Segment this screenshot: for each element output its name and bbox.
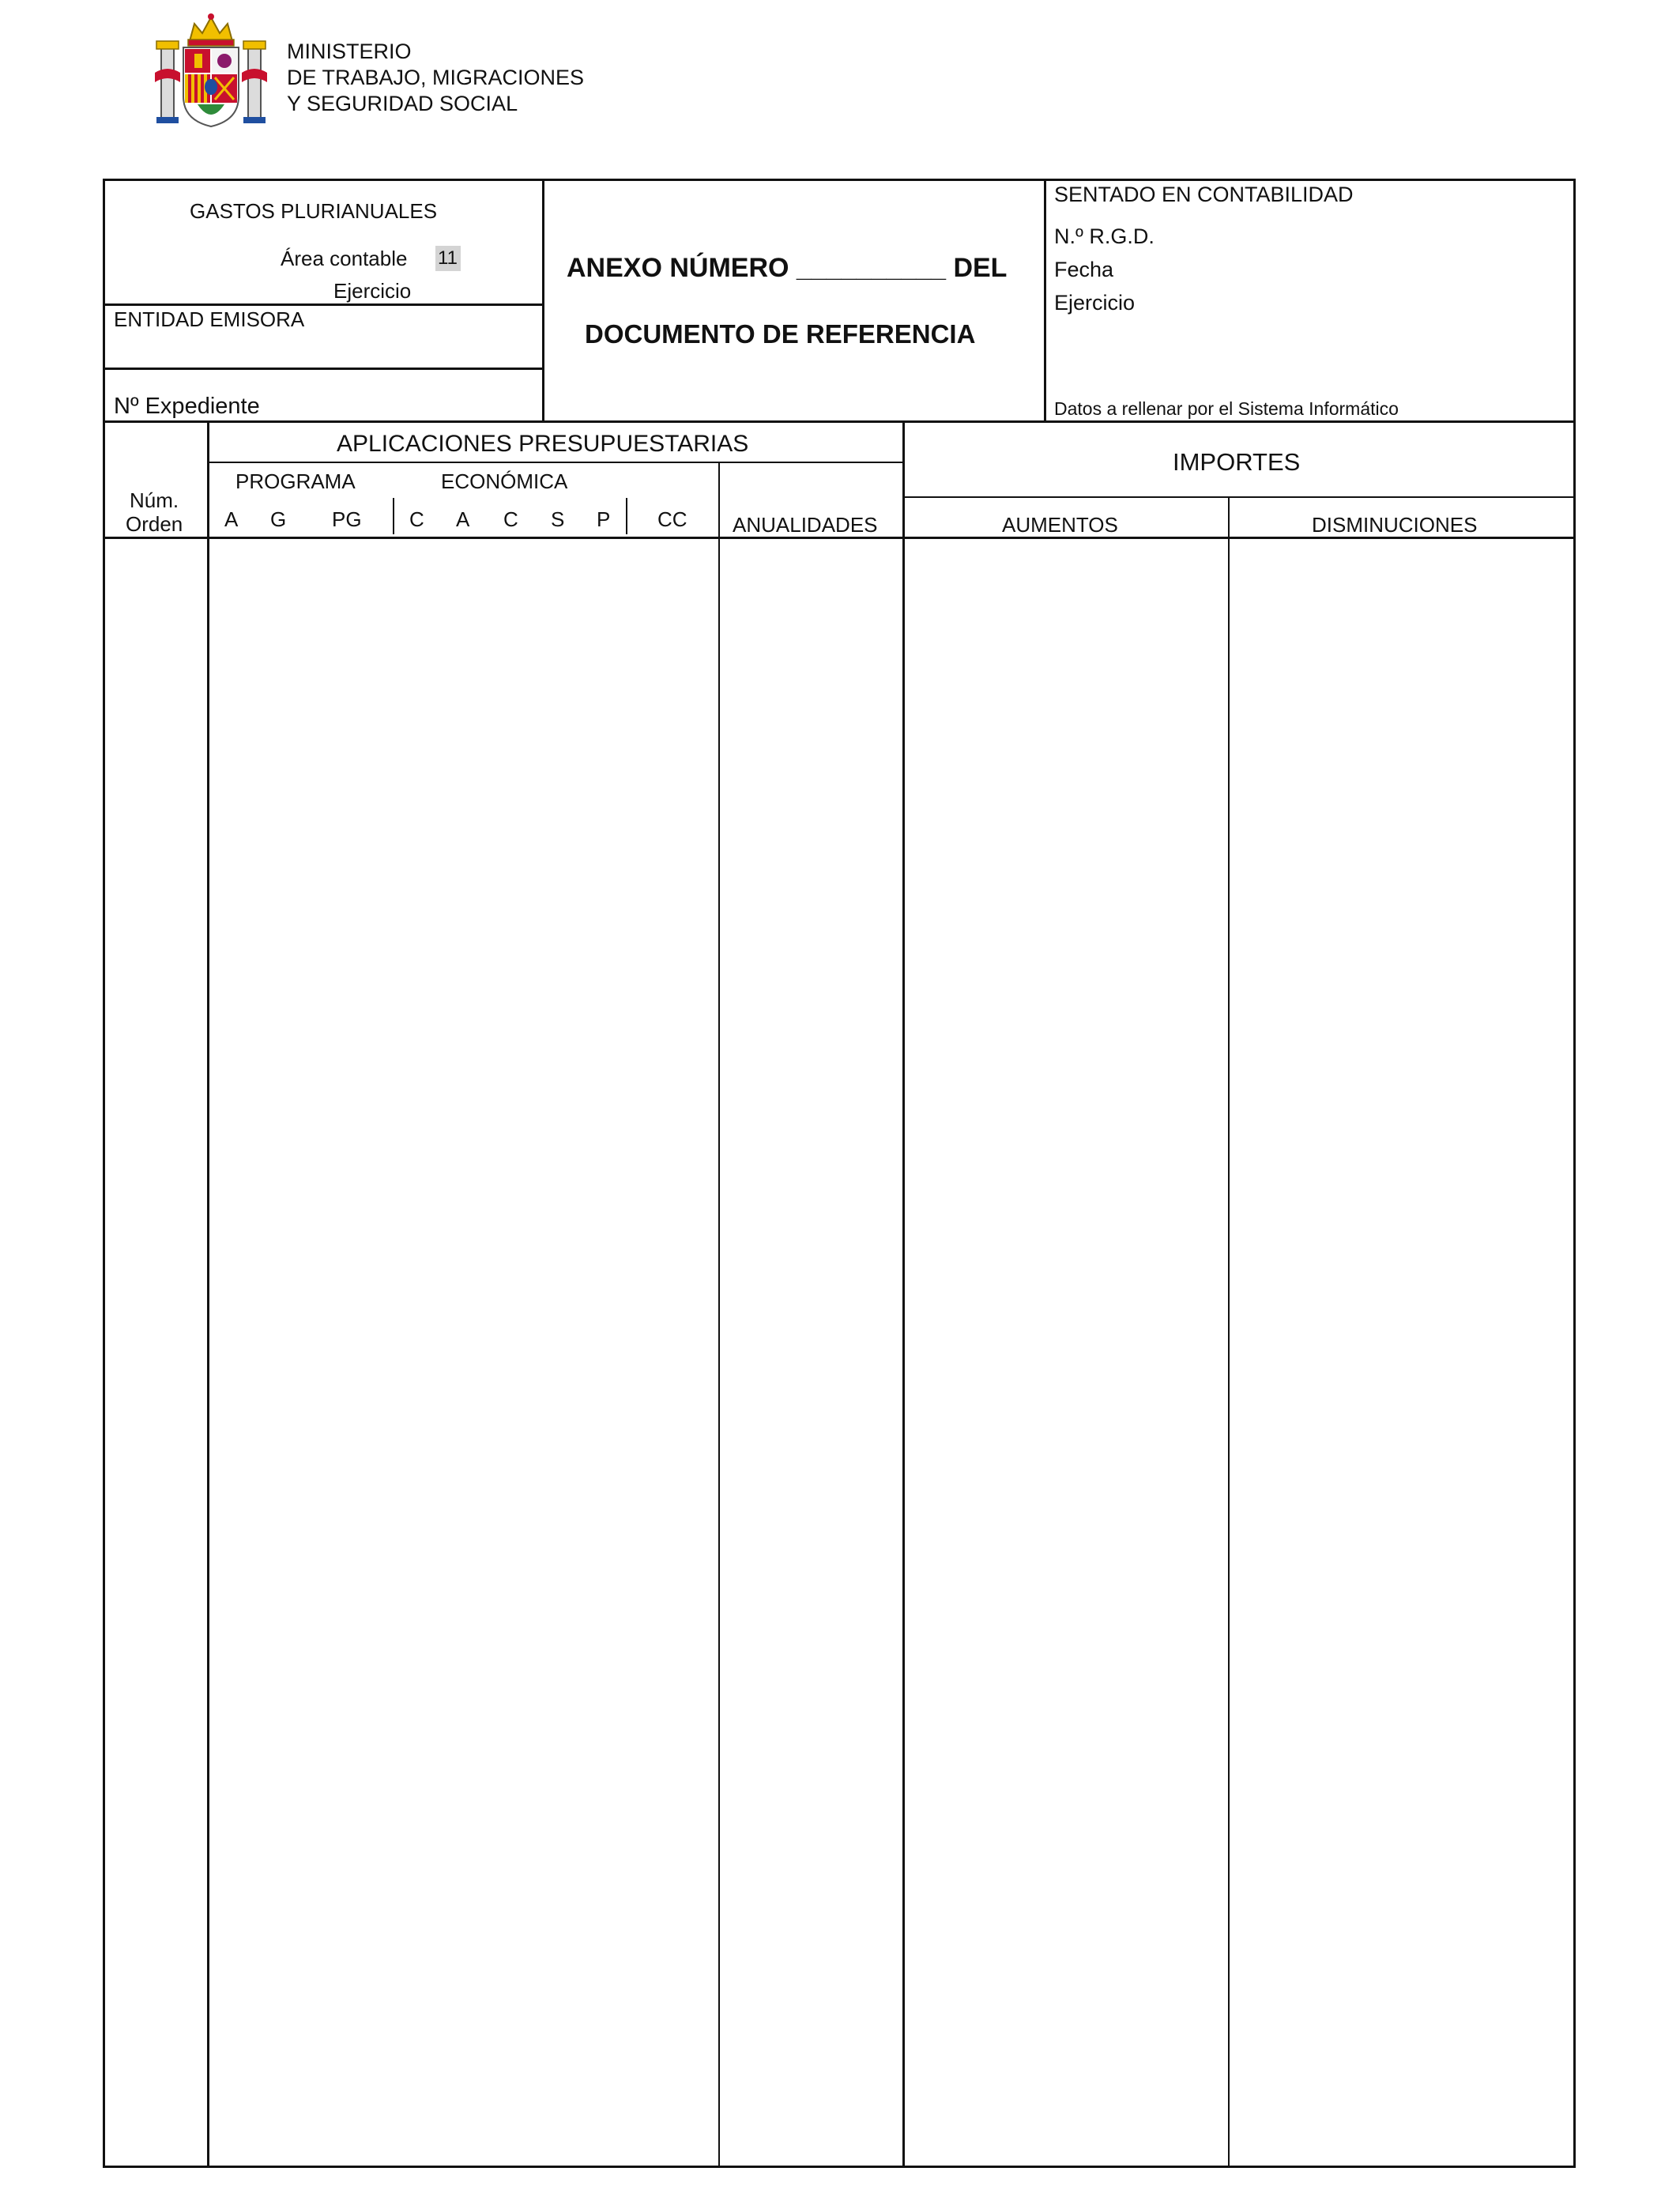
sub-col-c2: C — [503, 507, 518, 531]
economica-header: ECONÓMICA — [441, 469, 568, 493]
sub-col-c1: C — [409, 507, 424, 531]
num-label-line1: Núm. — [130, 488, 179, 512]
rgd-label: N.º R.G.D. — [1054, 224, 1155, 248]
documento-referencia-title: DOCUMENTO DE REFERENCIA — [585, 319, 976, 349]
anexo-title: ANEXO NÚMERO __________ DEL — [567, 253, 1008, 283]
aumentos-header: AUMENTOS — [1002, 513, 1118, 537]
table-body — [105, 539, 1573, 2166]
sub-col-g: G — [270, 507, 287, 531]
entidad-emisora-label: ENTIDAD EMISORA — [114, 307, 305, 331]
sub-col-a: A — [224, 507, 239, 531]
aplicaciones-header: APLICACIONES PRESUPUESTARIAS — [337, 431, 749, 457]
ministry-line-3: Y SEGURIDAD SOCIAL — [287, 92, 518, 115]
form-border-right — [1573, 179, 1576, 2168]
divider-gastos-entidad — [103, 303, 544, 306]
line-under-importes — [902, 496, 1576, 498]
sub-separator-programa-economica — [393, 498, 394, 534]
anualidades-header: ANUALIDADES — [733, 513, 878, 537]
importes-header: IMPORTES — [1173, 448, 1301, 476]
sub-col-s: S — [551, 507, 565, 531]
gastos-plurianuales-label: GASTOS PLURIANUALES — [190, 199, 438, 223]
line-under-aplicaciones — [207, 462, 904, 463]
form-border-bottom — [103, 2166, 1576, 2168]
sub-col-cc: CC — [657, 507, 687, 531]
area-contable-value: 11 — [438, 247, 458, 269]
coat-of-arms-logo — [152, 9, 270, 128]
ministry-name — [287, 41, 584, 115]
programa-header: PROGRAMA — [235, 469, 356, 493]
form-border-top — [103, 179, 1576, 181]
ejercicio-right-label: Ejercicio — [1054, 291, 1136, 315]
expediente-label: Nº Expediente — [114, 394, 260, 419]
ejercicio-label: Ejercicio — [333, 279, 412, 303]
disminuciones-header: DISMINUCIONES — [1312, 513, 1478, 537]
area-contable-value-box — [435, 246, 461, 271]
ministry-line-2: DE TRABAJO, MIGRACIONES — [287, 66, 585, 89]
sub-separator-economica-cc — [626, 498, 627, 534]
sub-col-p: P — [597, 507, 611, 531]
num-label-line2: Orden — [126, 512, 183, 536]
sub-col-pg: PG — [332, 507, 362, 531]
ministry-line-1: MINISTERIO — [287, 40, 412, 63]
fecha-label: Fecha — [1054, 258, 1114, 281]
divider-entidad-expediente — [103, 368, 544, 370]
sub-col-a2: A — [456, 507, 470, 531]
divider-center-right — [1044, 179, 1046, 423]
area-contable-label: Área contable — [281, 247, 408, 270]
divider-top-section — [103, 420, 1576, 423]
datos-sistema-note: Datos a rellenar por el Sistema Informático — [1054, 398, 1399, 419]
sentado-contabilidad-label: SENTADO EN CONTABILIDAD — [1054, 183, 1354, 206]
divider-left-center — [542, 179, 544, 423]
